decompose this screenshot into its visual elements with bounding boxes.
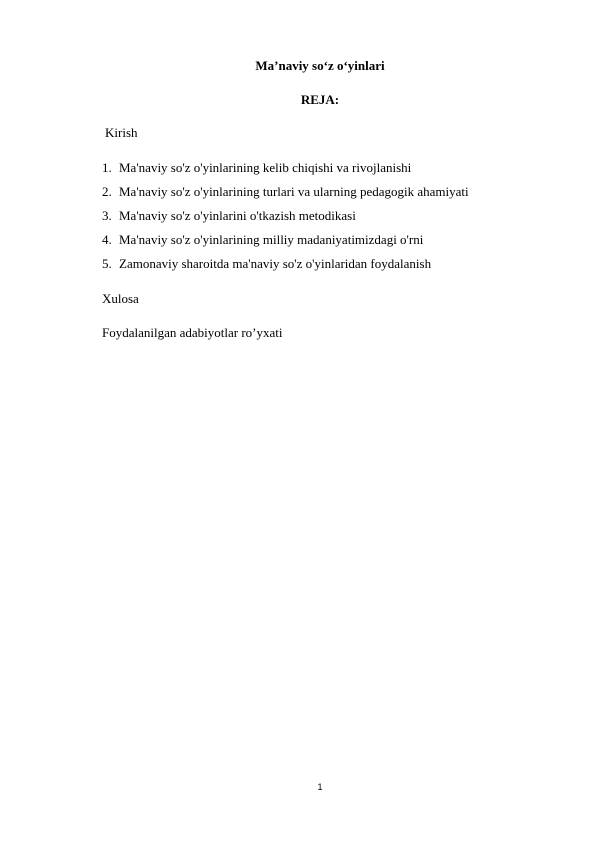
plan-item-text: Ma'naviy so'z o'yinlarining turlari va ularning pedagogik ahamiyati (119, 184, 469, 199)
plan-item (102, 256, 469, 280)
plan-item-number: 5. (102, 256, 112, 271)
plan-item (102, 160, 469, 184)
plan-item-text: Ma'naviy so'z o'yinlarining kelib chiqishi va rivojlanishi (119, 160, 412, 175)
plan-item-text: Ma'naviy so'z o'yinlarini o'tkazish metodikasi (119, 208, 356, 223)
intro-heading: Kirish (105, 125, 138, 140)
plan-item (102, 184, 469, 208)
plan-heading: REJA: (300, 92, 340, 107)
plan-item-number: 4. (102, 232, 112, 247)
plan-item-number: 3. (102, 208, 112, 223)
conclusion-heading: Xulosa (102, 291, 139, 306)
page-number: 1 (317, 782, 323, 792)
plan-item-text: Ma'naviy so'z o'yinlarining milliy madaniyatimizdagi o'rni (119, 232, 424, 247)
plan-list (102, 160, 469, 280)
references-heading: Foydalanilgan adabiyotlar ro’yxati (102, 325, 283, 340)
plan-item-text: Zamonaviy sharoitda ma'naviy so'z o'yinlaridan foydalanish (119, 256, 432, 271)
plan-item (102, 232, 469, 256)
plan-item-number: 2. (102, 184, 112, 199)
document-title: Ma’naviy so‘z o‘yinlari (255, 58, 385, 73)
plan-item-number: 1. (102, 160, 112, 175)
plan-item (102, 208, 469, 232)
